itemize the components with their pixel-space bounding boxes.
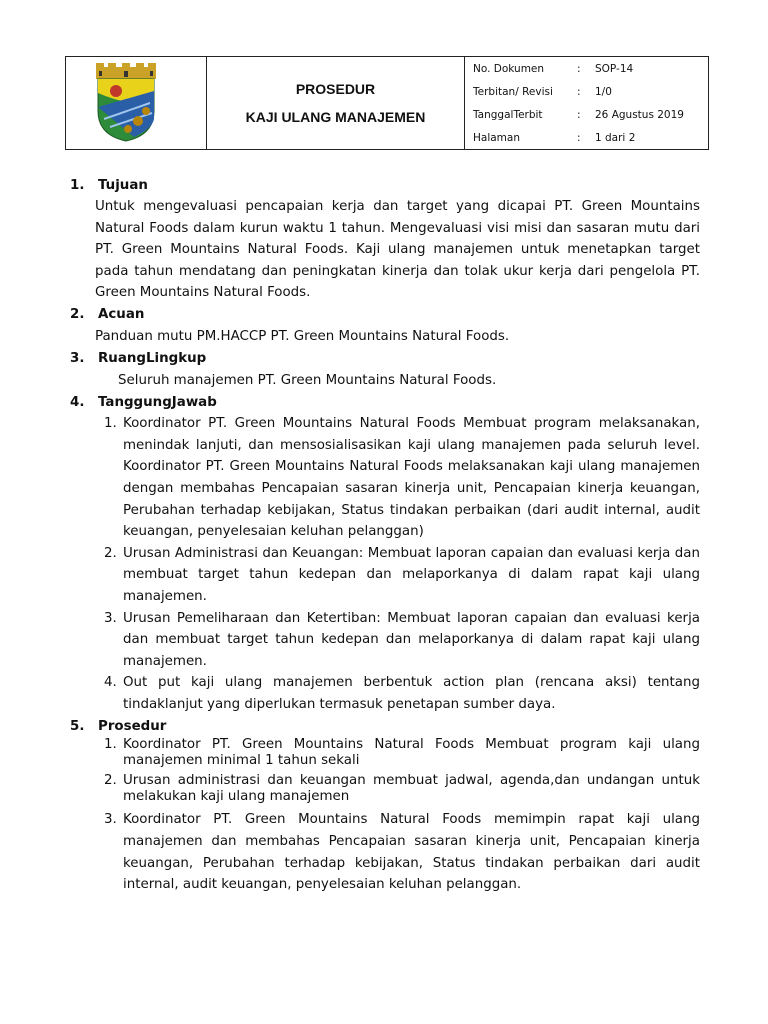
section-heading-tanggung-jawab [70,391,700,413]
document-body [70,174,700,896]
section-number: 3. [70,351,85,367]
meta-label: TanggalTerbit [473,108,543,121]
logo-cell [66,57,207,149]
section-heading-tujuan [70,174,700,196]
section-text-ruang-lingkup: Seluruh manajemen PT. Green Mountains Natural Foods. [118,372,497,388]
list-item [104,809,700,895]
meta-row-revision [465,80,708,103]
section-text-tujuan: Untuk mengevaluasi pencapaian kerja dan target yang dicapai PT. Green Mountains Natural Foods dalam kurun waktu 1 tahun. Mengevaluasi visi misi dan sasaran mutu dari PT. Green Mountains Natural Foods. Kaji ulang manajemen untuk menetapkan target pada tahun mendatang dan peningkatan kinerja dan tolak ukur kerja dari pengelola PT. Green Mountains Natural Foods. [95,199,700,301]
meta-value: 1 dari 2 [595,131,636,144]
list-item [104,672,700,715]
list-item [104,543,700,608]
list-item-number: 3. [104,610,117,626]
list-item [104,608,700,673]
list-item-number: 2. [104,545,117,561]
meta-row-page [465,126,708,149]
section-title: Acuan [98,307,145,323]
list-item-text: Urusan Administrasi dan Keuangan: Membuat laporan capaian dan evaluasi kerja dan membuat target tahun kedepan dan melaporkanya di dalam rapat kaji ulang manajemen. [123,545,700,604]
tanggung-jawab-list [104,413,700,715]
meta-colon: : [577,131,581,144]
document-title-cell [207,57,465,149]
list-item [104,413,700,543]
section-title: RuangLingkup [98,351,207,367]
document-meta-cell [465,57,708,149]
list-item-text: Koordinator PT. Green Mountains Natural Foods Membuat program kaji ulang manajemen minimal 1 tahun sekali [123,737,700,769]
meta-colon: : [577,62,581,75]
section-number: 4. [70,394,85,410]
document-header-table [65,56,709,150]
section-title: TanggungJawab [98,394,217,410]
list-item [104,737,700,769]
meta-row-doc-number [465,57,708,80]
section-title: Tujuan [98,177,148,193]
list-item-text: Out put kaji ulang manajemen berbentuk action plan (rencana aksi) tentang tindaklanjut yang diperlukan termasuk penetapan sumber daya. [123,675,700,712]
list-item-number: 1. [104,737,117,753]
list-item-text: Koordinator PT. Green Mountains Natural Foods memimpin rapat kaji ulang manajemen dan membahas Pencapaian sasaran kinerja unit, Pencapaian kinerja keuangan, Perubahan terhadap kebijakan, Status tindakan perbaikan dari audit internal, audit keuangan, penyelesaian keluhan pelanggan. [123,812,700,893]
section-text-acuan: Panduan mutu PM.HACCP PT. Green Mountains Natural Foods. [95,328,510,344]
section-number: 5. [70,718,85,734]
meta-label: No. Dokumen [473,62,545,75]
meta-value: 1/0 [595,85,612,98]
list-item-number: 3. [104,812,117,828]
list-item [104,773,700,805]
list-item-text: Urusan administrasi dan keuangan membuat jadwal, agenda,dan undangan untuk melakukan kaji ulang manajemen [123,773,700,805]
meta-colon: : [577,85,581,98]
document-title-line2: KAJI ULANG MANAJEMEN [245,109,426,125]
document-title-line1: PROSEDUR [295,81,376,97]
section-heading-ruang-lingkup [70,348,700,370]
meta-row-issue-date [465,103,708,126]
regional-emblem-icon [94,63,158,143]
section-number: 1. [70,177,85,193]
list-item-number: 1. [104,416,117,432]
meta-value: SOP-14 [595,62,634,75]
meta-label: Terbitan/ Revisi [473,85,553,98]
list-item-number: 2. [104,773,117,789]
prosedur-list [104,737,700,895]
meta-label: Halaman [473,131,520,144]
list-item-text: Urusan Pemeliharaan dan Ketertiban: Membuat laporan capaian dan evaluasi kerja dan membuat target tahun kedepan dan melaporkanya di dalam rapat kaji ulang manajemen. [123,610,700,669]
list-item-text: Koordinator PT. Green Mountains Natural Foods Membuat program melaksanakan, menindak lanjuti, dan mensosialisasikan kaji ulang manajemen pada seluruh level. Koordinator PT. Green Mountains Natural Foods melaksanakan kaji ulang manajemen dengan membahas Pencapaian sasaran kinerja unit, Pencapaian kinerja keuangan, Perubahan terhadap kebijakan, Status tindakan perbaikan (dari audit internal, audit keuangan, penyelesaian keluhan pelanggan) [123,416,700,540]
section-number: 2. [70,307,85,323]
section-title: Prosedur [98,718,167,734]
section-heading-acuan [70,304,700,326]
meta-colon: : [577,108,581,121]
meta-value: 26 Agustus 2019 [595,108,684,121]
list-item-number: 4. [104,675,117,691]
section-heading-prosedur [70,715,700,737]
